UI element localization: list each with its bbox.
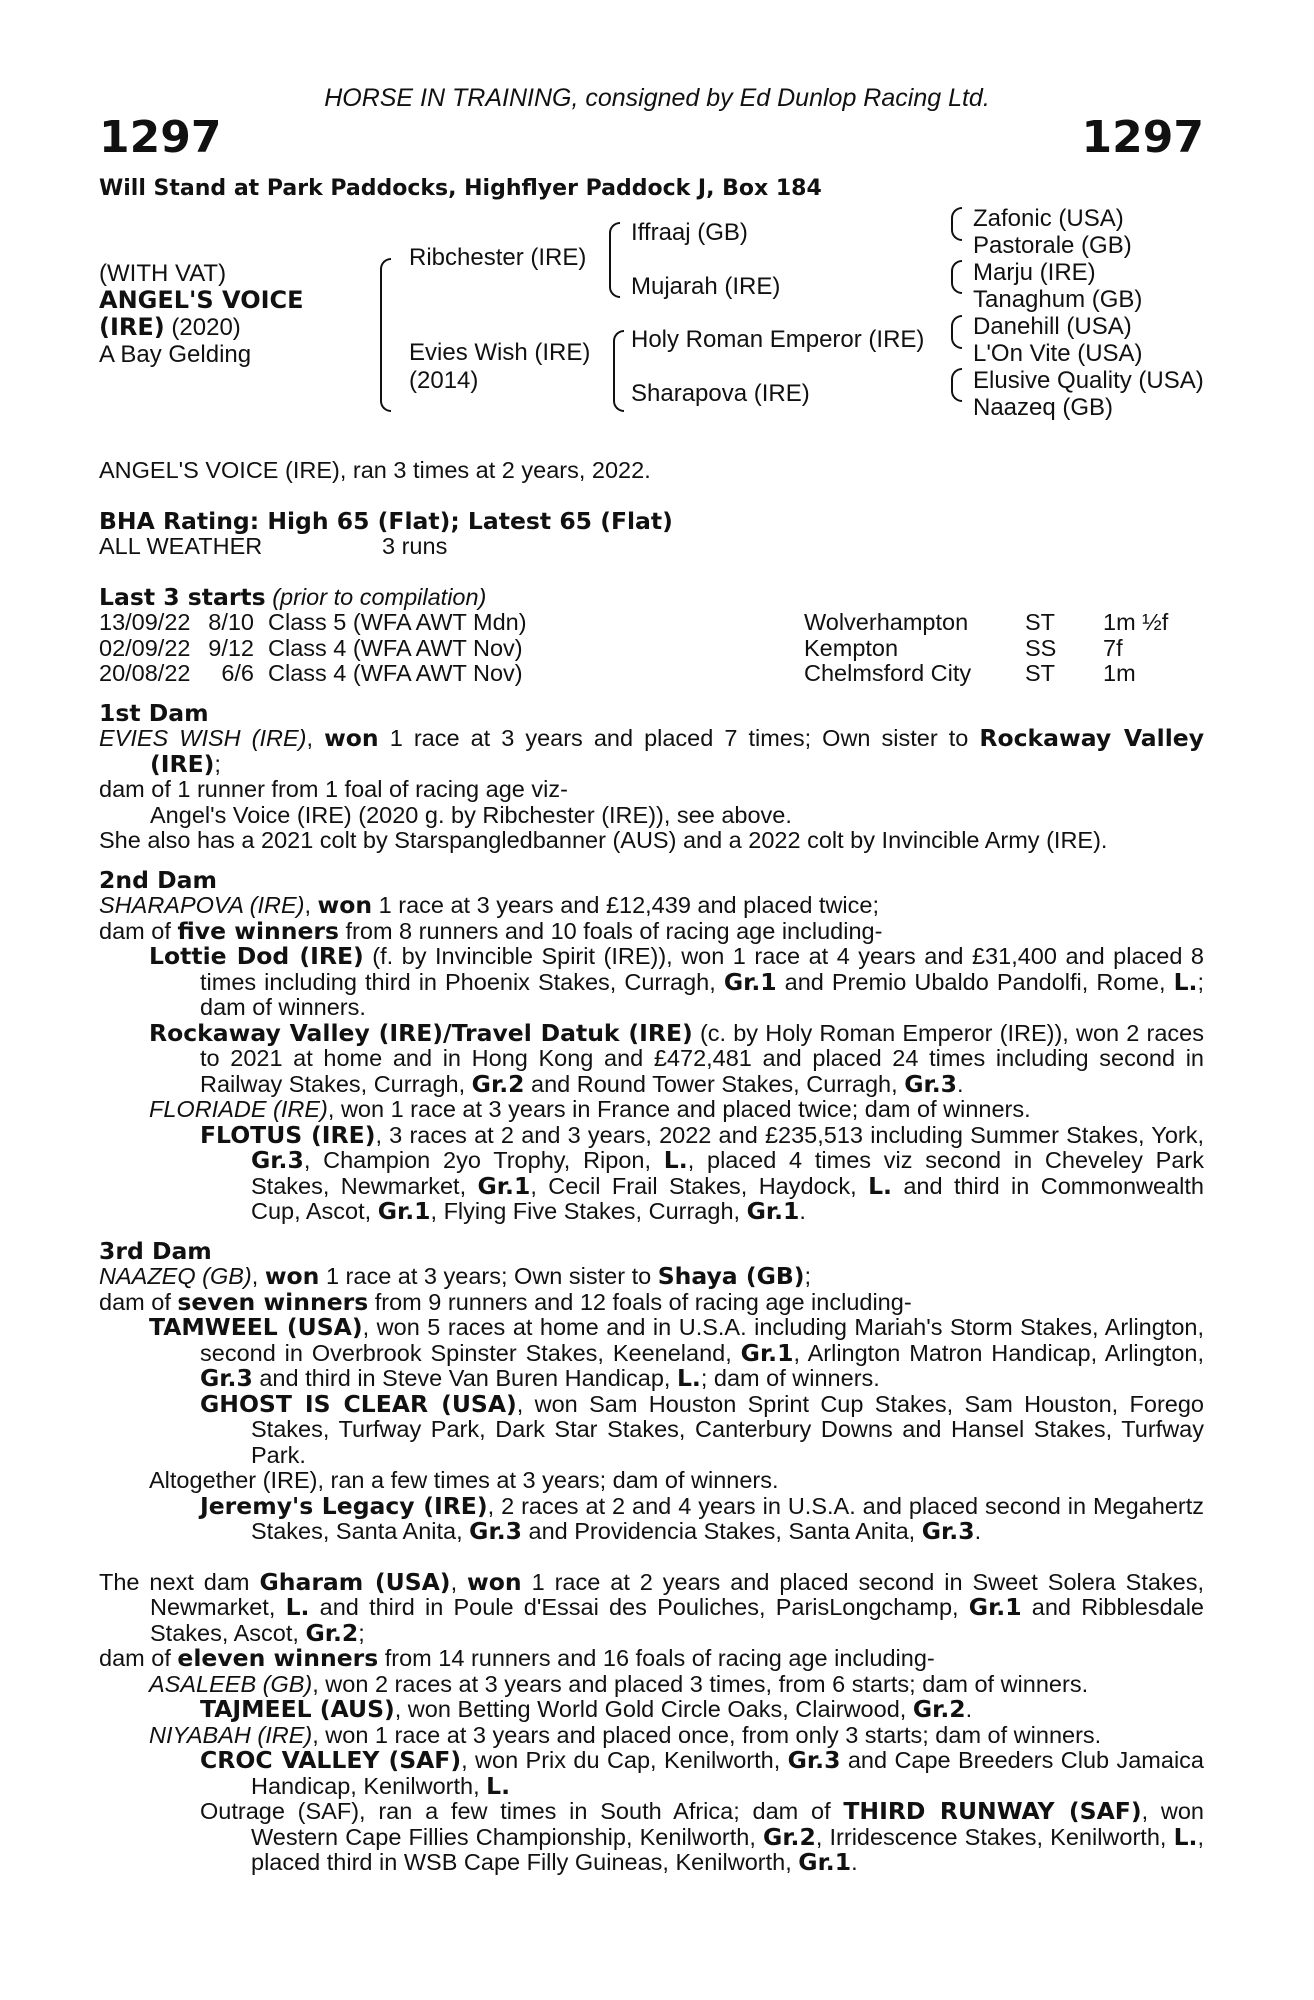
pedigree-gen3-4: Tanaghum (GB) xyxy=(973,286,1143,313)
horse-name-line2 xyxy=(99,314,304,341)
produce-name: TAJMEEL (AUS) xyxy=(200,1695,395,1723)
relative-name: Shaya (GB) xyxy=(657,1262,805,1290)
won-label: won xyxy=(317,891,373,919)
horse-description: A Bay Gelding xyxy=(99,341,252,368)
produce-name: Rockaway Valley (IRE)/Travel Datuk (IRE) xyxy=(149,1018,693,1047)
produce-text: and Cape Breeders Club Jamaica Handicap, Kenilworth, xyxy=(251,1747,1204,1799)
produce-text: from 9 runners and 12 foals of racing age including- xyxy=(368,1288,912,1315)
third-dam-heading: 3rd Dam xyxy=(99,1236,212,1265)
pedigree-dam-year: (2014) xyxy=(409,367,479,394)
produce-entry xyxy=(99,1697,1204,1723)
produce-text: dam of xyxy=(99,1645,178,1671)
second-dam-record: SHARAPOVA (IRE), won 1 race at 3 years and £12,439 and placed twice; xyxy=(99,891,880,919)
grade-label: Gr.1 xyxy=(798,1848,852,1876)
start-distance: 7f xyxy=(1103,634,1123,661)
pedigree-gen3-2: Pastorale (GB) xyxy=(973,232,1132,259)
listed-label: L. xyxy=(663,1146,688,1174)
won-label: won xyxy=(264,1262,320,1290)
produce-name: FLOTUS (IRE) xyxy=(200,1120,376,1149)
produce-entry xyxy=(99,1723,1204,1749)
produce-text: . xyxy=(974,1518,982,1544)
second-dam-heading: 2nd Dam xyxy=(99,865,217,894)
horse-identity xyxy=(99,260,304,368)
produce-text: . xyxy=(965,1696,973,1722)
starts-heading xyxy=(99,582,1204,611)
grade-label: Gr.3 xyxy=(787,1746,841,1774)
produce-name: ASALEEB (GB) xyxy=(149,1670,313,1697)
grade-label: Gr.2 xyxy=(912,1695,966,1723)
produce-text: (c. by Holy Roman Emperor (IRE)), won 2 races to 2021 at home and in Hong Kong and £472,481 and placed 24 times including second in Railway Stakes, Curragh, xyxy=(200,1019,1204,1097)
pedigree-brace-main xyxy=(380,258,391,412)
starts-heading-bold: Last 3 starts xyxy=(99,582,266,611)
third-dam-produce xyxy=(99,1287,1204,1316)
produce-text: , won Prix du Cap, Kenilworth, xyxy=(461,1747,788,1773)
produce-text: ; dam of winners. xyxy=(700,1365,880,1391)
winners-count: five winners xyxy=(177,916,339,945)
pedigree-gen2-3: Holy Roman Emperor (IRE) xyxy=(631,326,925,353)
relative-name: Rockaway Valley (IRE) xyxy=(150,724,1205,778)
grade-label: Gr.3 xyxy=(921,1517,975,1545)
pedigree-brace-dam xyxy=(613,330,624,412)
dam-name: EVIES WISH (IRE) xyxy=(99,725,307,751)
produce-text: , won 1 race at 3 years and placed once, from only 3 starts; dam of winners. xyxy=(312,1721,1102,1748)
produce-text: . xyxy=(957,1070,964,1097)
punctuation: ; xyxy=(358,1619,365,1646)
dam-text: and Ribblesdale Stakes, Ascot, xyxy=(150,1594,1204,1646)
produce-text: , won Sam Houston Sprint Cup Stakes, Sam Houston, Forego Stakes, Turfway Park, Dark Star Stakes, Canterbury Downs and Hansel Stakes, Turfway Park. xyxy=(251,1390,1204,1468)
lot-number-right: 1297 xyxy=(1081,112,1204,163)
surface-label: ALL WEATHER xyxy=(99,533,263,559)
listed-label: L. xyxy=(1173,1822,1198,1851)
first-dam-record: EVIES WISH (IRE), won 1 race at 3 years and placed 7 times; Own sister to Rockaway Valley (IRE); xyxy=(99,724,1205,778)
pedigree-brace-g3-4 xyxy=(951,368,962,402)
surface-runs-count: 3 runs xyxy=(382,533,448,559)
starts-heading-note: (prior to compilation) xyxy=(265,583,487,610)
produce-entry xyxy=(99,1120,1204,1225)
pedigree-brace-sire xyxy=(609,222,620,298)
first-dam-heading: 1st Dam xyxy=(99,698,209,727)
catalogue-body xyxy=(99,458,1204,1876)
produce-text: , won Betting World Gold Circle Oaks, Clairwood, xyxy=(394,1696,913,1722)
start-position: 8/10 xyxy=(208,609,254,635)
start-date: 02/09/22 xyxy=(99,634,191,661)
lot-number-left: 1297 xyxy=(99,112,222,163)
punctuation: ; xyxy=(214,750,221,777)
dam-text: 1 race at 3 years and placed 7 times; Own sister to xyxy=(378,725,980,751)
pedigree-sire: Ribchester (IRE) xyxy=(409,244,587,271)
produce-text: from 8 runners and 10 foals of racing age including- xyxy=(338,917,883,944)
pedigree-dam: Evies Wish (IRE) xyxy=(409,339,591,366)
pedigree-brace-g3-1 xyxy=(951,207,962,241)
start-row xyxy=(99,610,1204,636)
punctuation: ; xyxy=(804,1263,812,1289)
pedigree-gen3-1: Zafonic (USA) xyxy=(973,205,1124,232)
start-course: Kempton xyxy=(804,634,899,661)
produce-text: , Flying Five Stakes, Curragh, xyxy=(430,1198,747,1224)
start-race: Class 4 (WFA AWT Nov) xyxy=(268,634,523,661)
produce-text: , 2 races at 2 and 4 years in U.S.A. and placed second in Megahertz Stakes, Santa Anita, xyxy=(251,1492,1204,1544)
next-dam-record xyxy=(99,1567,1205,1647)
grade-label: Gr.1 xyxy=(377,1197,431,1225)
start-going: ST xyxy=(1025,609,1056,635)
grade-label: Gr.3 xyxy=(251,1146,304,1174)
produce-text: ; dam of winners. xyxy=(200,968,1204,1020)
grade-label: Gr.1 xyxy=(723,967,777,996)
dam-text: and third in Poule d'Essai des Pouliches, ParisLongchamp, xyxy=(309,1594,969,1620)
start-row xyxy=(99,636,1204,662)
produce-text: (f. by Invincible Spirit (IRE)), won 1 race at 4 years and £31,400 and placed 8 times including third in Phoenix Stakes, Curragh, xyxy=(200,943,1204,995)
produce-text: and Round Tower Stakes, Curragh, xyxy=(524,1070,905,1097)
produce-text: , won Western Cape Fillies Championship, Kenilworth, xyxy=(251,1798,1205,1850)
produce-text: , placed 4 times viz second in Cheveley Park Stakes, Newmarket, xyxy=(251,1147,1204,1199)
next-dam-produce xyxy=(99,1646,1204,1672)
produce-text: , Irridescence Stakes, Kenilworth, xyxy=(815,1823,1174,1850)
produce-text: , Champion 2yo Trophy, Ripon, xyxy=(303,1147,664,1173)
grade-label: Gr.3 xyxy=(200,1364,253,1392)
pedigree-gen2-1: Iffraaj (GB) xyxy=(631,219,748,246)
pedigree-brace-g3-2 xyxy=(951,260,962,294)
horse-name: ANGEL'S VOICE xyxy=(99,286,304,314)
horse-country: (IRE) xyxy=(99,313,165,341)
grade-label: Gr.1 xyxy=(968,1593,1022,1621)
produce-entry xyxy=(99,1672,1204,1698)
produce-text: Outrage (SAF), ran a few times in South Africa; dam of xyxy=(200,1798,844,1824)
grade-label: Gr.3 xyxy=(904,1069,957,1098)
start-distance: 1m xyxy=(1103,660,1136,686)
pedigree-gen3-5: Danehill (USA) xyxy=(973,313,1132,340)
won-label: won xyxy=(324,724,379,752)
produce-entry xyxy=(99,1748,1204,1799)
dam-text: 1 race at 2 years and placed second in Sweet Solera Stakes, Newmarket, xyxy=(150,1568,1205,1620)
produce-text: , Arlington Matron Handicap, Arlington, xyxy=(793,1339,1204,1366)
bha-rating: BHA Rating: High 65 (Flat); Latest 65 (Flat) xyxy=(99,506,673,535)
start-distance: 1m ½f xyxy=(1103,609,1169,635)
start-course: Chelmsford City xyxy=(804,660,972,686)
second-dam-produce xyxy=(99,916,1204,945)
produce-name: THIRD RUNWAY (SAF) xyxy=(843,1797,1142,1825)
start-going: SS xyxy=(1025,634,1057,661)
catalogue-header: HORSE IN TRAINING, consigned by Ed Dunlop Racing Ltd. xyxy=(324,84,990,112)
grade-label: Gr.2 xyxy=(471,1069,525,1098)
produce-text: , won 1 race at 3 years in France and placed twice; dam of winners. xyxy=(327,1096,1031,1122)
horse-year: (2020) xyxy=(164,314,241,341)
first-dam-foal: Angel's Voice (IRE) (2020 g. by Ribchester (IRE)), see above. xyxy=(150,801,792,828)
produce-text: dam of xyxy=(99,1288,178,1315)
pedigree-gen3-8: Naazeq (GB) xyxy=(973,394,1114,421)
race-summary: ANGEL'S VOICE (IRE), ran 3 times at 2 years, 2022. xyxy=(99,457,651,483)
vat-note: (WITH VAT) xyxy=(99,260,227,287)
produce-text: and third in Steve Van Buren Handicap, xyxy=(252,1365,677,1391)
listed-label: L. xyxy=(285,1593,310,1621)
first-dam-younger: She also has a 2021 colt by Starspangledbanner (AUS) and a 2022 colt by Invincible Army (IRE). xyxy=(99,827,1108,853)
dam-text: 1 race at 3 years and £12,439 and placed twice; xyxy=(372,892,880,918)
pedigree-gen2-2: Mujarah (IRE) xyxy=(631,273,781,300)
produce-text: , won 2 races at 3 years and placed 3 times, from 6 starts; dam of winners. xyxy=(312,1670,1089,1697)
surface-runs xyxy=(99,534,1204,560)
produce-entry xyxy=(99,944,1204,1021)
produce-text: from 14 runners and 16 foals of racing age including- xyxy=(378,1645,935,1671)
produce-name: GHOST IS CLEAR (USA) xyxy=(200,1389,517,1418)
dam-name: SHARAPOVA (IRE) xyxy=(99,892,305,918)
start-race: Class 5 (WFA AWT Mdn) xyxy=(268,609,527,635)
punctuation: , xyxy=(450,1568,468,1595)
produce-text: dam of xyxy=(99,917,178,944)
produce-text: . xyxy=(851,1849,858,1875)
listed-label: L. xyxy=(676,1364,701,1392)
start-position: 6/6 xyxy=(221,660,254,686)
pedigree-gen3-6: L'On Vite (USA) xyxy=(973,340,1143,367)
pedigree-gen2-4: Sharapova (IRE) xyxy=(631,380,810,407)
produce-name: TAMWEEL (USA) xyxy=(149,1313,363,1341)
stand-location: Will Stand at Park Paddocks, Highflyer Paddock J, Box 184 xyxy=(99,176,822,201)
start-race: Class 4 (WFA AWT Nov) xyxy=(268,660,523,686)
start-date: 13/09/22 xyxy=(99,609,191,635)
produce-entry xyxy=(99,1097,1204,1123)
winners-count: eleven winners xyxy=(177,1644,379,1672)
pedigree-gen3-7: Elusive Quality (USA) xyxy=(973,367,1204,394)
listed-label: L. xyxy=(486,1771,511,1800)
pedigree-brace-g3-3 xyxy=(951,315,962,349)
produce-name: CROC VALLEY (SAF) xyxy=(200,1746,462,1774)
pedigree-gen3-3: Marju (IRE) xyxy=(973,259,1096,286)
produce-entry xyxy=(99,1389,1204,1469)
third-dam-record: NAAZEQ (GB), won 1 race at 3 years; Own sister to Shaya (GB); xyxy=(99,1262,812,1290)
dam-text: 1 race at 3 years; Own sister to xyxy=(319,1263,658,1289)
dam-name: NAAZEQ (GB) xyxy=(99,1263,252,1289)
produce-entry: Altogether (IRE), ran a few times at 3 years; dam of winners. xyxy=(149,1467,779,1493)
start-course: Wolverhampton xyxy=(804,609,969,635)
winners-count: seven winners xyxy=(177,1287,369,1316)
listed-label: L. xyxy=(868,1171,892,1200)
dam-name: Gharam (USA) xyxy=(259,1567,451,1596)
listed-label: L. xyxy=(1173,967,1198,996)
produce-name: FLORIADE (IRE) xyxy=(149,1096,328,1122)
start-position: 9/12 xyxy=(208,634,254,661)
won-label: won xyxy=(467,1567,522,1596)
produce-entry xyxy=(99,1799,1204,1876)
produce-entry xyxy=(99,1315,1204,1392)
produce-text: , Cecil Frail Stakes, Haydock, xyxy=(530,1172,869,1199)
grade-label: Gr.2 xyxy=(763,1822,816,1851)
grade-label: Gr.2 xyxy=(305,1618,359,1647)
produce-text: and Providencia Stakes, Santa Anita, xyxy=(521,1518,922,1544)
produce-text: , placed third in WSB Cape Filly Guineas, Kenilworth, xyxy=(251,1823,1204,1875)
produce-text: . xyxy=(799,1198,806,1224)
produce-name: Lottie Dod (IRE) xyxy=(149,942,364,970)
produce-name: Jeremy's Legacy (IRE) xyxy=(200,1491,488,1520)
dam-text: The next dam xyxy=(99,1568,260,1595)
grade-label: Gr.1 xyxy=(746,1197,800,1225)
start-row xyxy=(99,661,1204,687)
produce-name: NIYABAH (IRE) xyxy=(149,1721,313,1748)
produce-text: , won 5 races at home and in U.S.A. including Mariah's Storm Stakes, Arlington, second in Overbrook Spinster Stakes, Keeneland, xyxy=(200,1314,1205,1366)
produce-entry xyxy=(99,1018,1204,1098)
start-going: ST xyxy=(1025,660,1056,686)
first-dam-produce: dam of 1 runner from 1 foal of racing age viz- xyxy=(99,776,568,802)
produce-text: , 3 races at 2 and 3 years, 2022 and £235,513 including Summer Stakes, York, xyxy=(375,1121,1204,1148)
grade-label: Gr.3 xyxy=(469,1517,522,1545)
grade-label: Gr.1 xyxy=(477,1171,531,1200)
grade-label: Gr.1 xyxy=(740,1338,794,1367)
start-date: 20/08/22 xyxy=(99,660,191,686)
produce-entry xyxy=(99,1491,1204,1545)
produce-text: and Premio Ubaldo Pandolfi, Rome, xyxy=(776,968,1174,995)
produce-text: and third in Commonwealth Cup, Ascot, xyxy=(251,1172,1204,1224)
